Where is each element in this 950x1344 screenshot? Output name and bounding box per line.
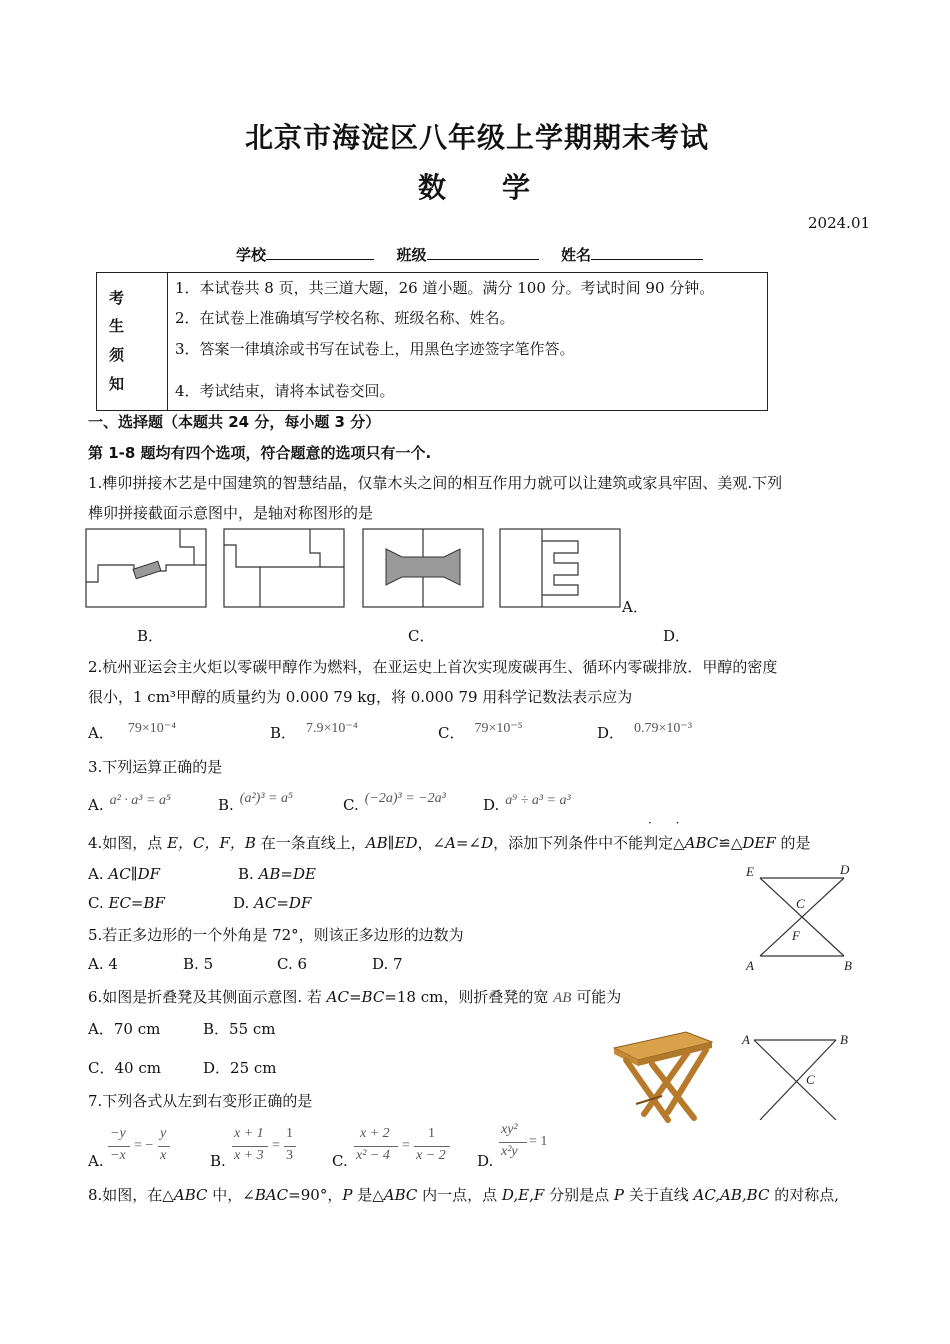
q1-option-a[interactable]: A．	[622, 598, 648, 616]
q4-label-e: E	[746, 864, 754, 879]
q4-emphasis-dots: · ·	[648, 816, 690, 830]
subject-title: 数 学	[418, 171, 531, 204]
q4-option-c[interactable]: C. EC=BF	[88, 894, 165, 912]
q5-option-d[interactable]: D. 7	[372, 955, 403, 973]
q7-option-c[interactable]: C. x + 2 x² − 4 = 1 x − 2	[332, 1126, 462, 1170]
q1-figure-b	[224, 529, 344, 607]
q7-option-a[interactable]: A. −y −x = − y x	[88, 1126, 198, 1170]
q4-stem: 4.如图，点 E，C，F，B 在一条直线上，AB∥ED，∠A=∠D，添加下列条件中不能判定△ABC≌△DEF 的是	[88, 834, 811, 852]
q4-option-d[interactable]: D. AC=DF	[233, 894, 312, 912]
section-heading: 一、选择题（本题共 24 分，每小题 3 分）	[88, 413, 381, 431]
notice-label: 考 生 须 知	[97, 273, 168, 410]
q2-option-d[interactable]: D． 0.79×10⁻³	[597, 721, 693, 742]
q5-option-a[interactable]: A. 4	[88, 955, 118, 973]
q1-figure-d	[500, 529, 620, 607]
folding-stool-image	[608, 1026, 718, 1126]
notice-item: 3．答案一律填涂或书写在试卷上，用黑色字迹签字笔作答。	[175, 340, 575, 358]
name-label: 姓名	[560, 246, 591, 264]
q3-stem: 3.下列运算正确的是	[88, 758, 223, 776]
q2-option-b[interactable]: B． 7.9×10⁻⁴	[270, 721, 358, 742]
class-blank[interactable]	[427, 245, 539, 260]
q4-figure	[740, 858, 870, 978]
q4-option-a[interactable]: A. AC∥DF	[88, 865, 161, 883]
q3-option-b[interactable]: B. (a²)³ = a⁵	[218, 791, 293, 814]
q5-option-b[interactable]: B. 5	[183, 955, 214, 973]
exam-date: 2024.01	[808, 214, 871, 232]
name-blank[interactable]	[591, 245, 703, 260]
page-title: 北京市海淀区八年级上学期期末考试	[245, 121, 710, 154]
q1-option-c[interactable]: C．	[408, 627, 435, 645]
notice-item: 2．在试卷上准确填写学校名称、班级名称、姓名。	[175, 309, 515, 327]
q2-stem-line1: 2.杭州亚运会主火炬以零碳甲醇作为燃料，在亚运史上首次实现废碳再生、循环内零碳排放．甲醇的密度	[88, 658, 778, 676]
q6-stem: 6.如图是折叠凳及其侧面示意图. 若 AC=BC=18 cm，则折叠凳的宽 AB 可能为	[88, 988, 622, 1006]
q5-option-c[interactable]: C. 6	[277, 955, 308, 973]
notice-box	[96, 272, 768, 411]
q2-option-c[interactable]: C． 79×10⁻⁵	[438, 721, 523, 742]
q1-figure-a-block	[133, 561, 161, 579]
q2-option-a[interactable]: A． 79×10⁻⁴	[88, 721, 177, 742]
q1-figures	[84, 527, 644, 611]
q4-label-a: A	[746, 958, 754, 973]
q7-stem: 7.下列各式从左到右变形正确的是	[88, 1092, 313, 1110]
q4-label-c: C	[796, 896, 805, 911]
q3-option-c[interactable]: C. (−2a)³ = −2a³	[343, 791, 446, 814]
q6-option-c[interactable]: C．40 cm	[88, 1059, 161, 1077]
school-blank[interactable]	[266, 245, 374, 260]
q6-figure	[740, 1030, 860, 1120]
q6-label-a: A	[742, 1032, 750, 1047]
student-info-row	[236, 244, 703, 265]
q1-option-d[interactable]: D．	[663, 627, 691, 645]
q6-label-c: C	[806, 1072, 815, 1087]
q1-option-b[interactable]: B．	[137, 627, 164, 645]
q6-option-d[interactable]: D．25 cm	[203, 1059, 277, 1077]
notice-item: 4．考试结束，请将本试卷交回。	[175, 382, 395, 400]
notice-item: 1．本试卷共 8 页，共三道大题，26 道小题。满分 100 分。考试时间 90 分钟。	[175, 279, 715, 297]
q7-option-b[interactable]: B. x + 1 x + 3 = 1 3	[210, 1126, 320, 1170]
q4-option-b[interactable]: B. AB=DE	[238, 865, 316, 883]
q6-option-b[interactable]: B．55 cm	[203, 1020, 276, 1038]
q4-label-b: B	[844, 958, 852, 973]
q1-stem-line2: 榫卯拼接截面示意图中，是轴对称图形的是	[88, 504, 374, 522]
q4-label-d: D	[840, 862, 850, 877]
q8-stem: 8.如图，在△ABC 中，∠BAC=90°，P 是△ABC 内一点，点 D,E,F 分别是点 P 关于直线 AC,AB,BC 的对称点,	[88, 1186, 839, 1204]
q7-option-d[interactable]: D. xy² x²y = 1	[477, 1122, 548, 1170]
class-label: 班级	[396, 246, 427, 264]
school-label: 学校	[236, 246, 267, 264]
section-instruction: 第 1-8 题均有四个选项，符合题意的选项只有一个.	[88, 444, 432, 462]
q5-stem: 5.若正多边形的一个外角是 72°，则该正多边形的边数为	[88, 926, 464, 944]
q2-stem-line2: 很小，1 cm³甲醇的质量约为 0.000 79 kg，将 0.000 79 用科学记数法表示应为	[88, 688, 633, 706]
q6-label-b: B	[840, 1032, 848, 1047]
q6-option-a[interactable]: A．70 cm	[88, 1020, 161, 1038]
q3-option-d[interactable]: D. a⁹ ÷ a³ = a³	[483, 793, 571, 814]
q1-figure-c	[363, 529, 483, 607]
q3-option-a[interactable]: A. a² · a³ = a⁵	[88, 793, 171, 814]
q1-stem-line1: 1.榫卯拼接木艺是中国建筑的智慧结晶，仅靠木头之间的相互作用力就可以让建筑或家具牢固、美观.下列	[88, 474, 783, 492]
q4-label-f: F	[792, 928, 800, 943]
